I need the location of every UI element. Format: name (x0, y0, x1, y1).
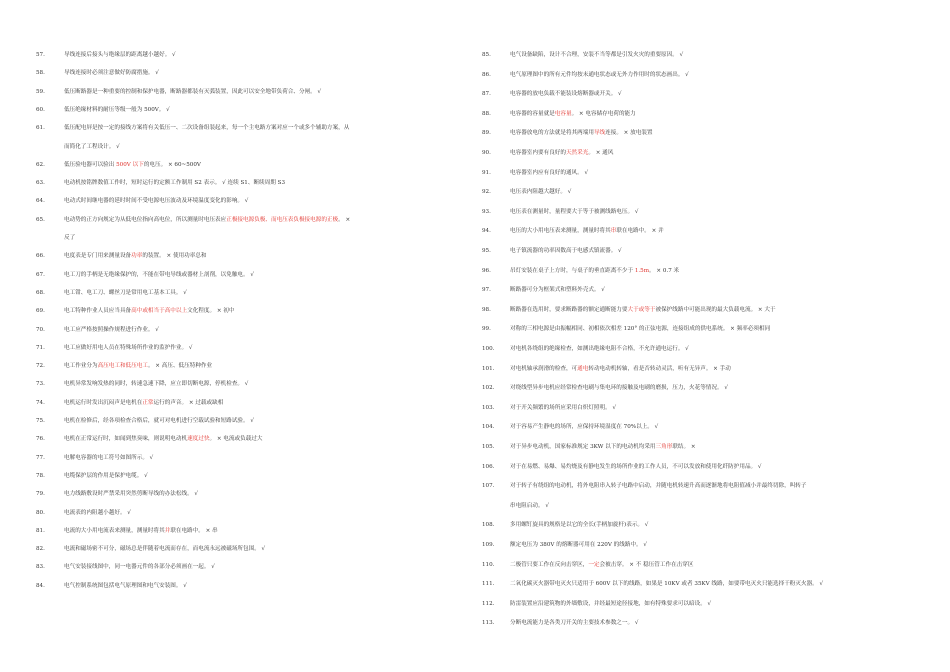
text-segment: 低压断路器是一种重要的控制和保护电器，断路器都装有灭弧装置，因此可以安全地带负荷合、分闸。 √ (64, 88, 322, 95)
text-segment: 电流和磁场密不可分，磁场总是伴随着电流而存在，而电流永远被磁场所包围。 √ (64, 546, 266, 553)
text-segment: 电动式时间继电器的延时时间不受电源电压波动及环境温度变化的影响。 √ (64, 198, 249, 205)
item-text (64, 70, 159, 77)
item-number: 79. (36, 491, 45, 498)
item-text (64, 528, 218, 535)
item-text (64, 290, 187, 297)
item-number: 99. (482, 326, 491, 333)
item-number: 98. (482, 306, 491, 313)
text-segment: 电机在正常运行时，如闻到焦臭味，则说明电动机 (64, 436, 188, 443)
text-segment: 电压表在测量时，量程要大于等于被测线路电压。 √ (510, 208, 639, 215)
item-text (510, 581, 823, 588)
item-number: 61. (36, 125, 45, 132)
text-segment: 二氧化碳灭火器带电灭火只适用于 600V 以下的线路，如果是 10KV 或者 35KV 线路，如要带电灭火只能选择干粉灭火器。 √ (510, 581, 824, 588)
item-text (64, 546, 265, 553)
item-text (64, 180, 285, 187)
item-number: 112. (482, 600, 495, 607)
item-number: 89. (482, 130, 491, 137)
text-segment: 电工作业分为 (64, 363, 98, 370)
item-number: 80. (36, 509, 45, 516)
item-number: 94. (482, 228, 491, 235)
item-number: 65. (36, 216, 45, 223)
text-segment: 电流的大小用电流表来测量，测量时将其 (64, 527, 165, 534)
text-segment: 低压配电屏是按一定的接线方案将有关低压一、二次设备组装起来，每一个主电路方案对应一个或多个辅助方案，从 (64, 125, 350, 132)
text-segment: 防雷装置应沿建筑物的外墙敷设，并经最短途径接地，如有特殊要求可以暗设。 √ (510, 600, 712, 607)
item-number: 74. (36, 399, 45, 406)
item-number: 75. (36, 418, 45, 424)
item-text (64, 436, 262, 443)
item-number: 105. (482, 444, 495, 450)
item-number: 83. (36, 564, 45, 571)
text-segment: 被保护线路中可能出现的最大负载电流。 × 大于 (655, 306, 776, 313)
highlighted-text: 一定 (588, 561, 600, 568)
text-segment: 分断电流能力是各类刀开关的主要技术参数之一。 √ (510, 620, 639, 627)
text-segment: 多用螺钉旋具的规格是以它的全长(手柄加旋杆)表示。 √ (510, 522, 649, 529)
highlighted-text: 电容量 (554, 110, 572, 117)
text-segment: 断路器在选用时，要求断路器的额定通断能力要 (510, 306, 628, 313)
text-segment: 电子镇流器的功率因数高于电感式镇流器。 √ (510, 248, 622, 254)
item-number: 104. (482, 424, 495, 431)
item-number: 86. (482, 71, 491, 78)
item-number: 70. (36, 326, 45, 333)
item-text (510, 366, 731, 373)
item-text (510, 405, 616, 412)
text-segment: 文化程度。 × 初中 (187, 308, 235, 315)
item-text (510, 287, 605, 294)
text-segment: 低压绝缘材料的耐压等级一般为 500V。 √ (64, 106, 170, 113)
item-text (64, 327, 159, 334)
text-segment: 电气控制系统图包括电气原理图和电气安装图。 √ (64, 582, 187, 589)
item-text (64, 381, 248, 388)
item-number: 111. (482, 581, 495, 588)
text-segment: 电工应严格按照操作规程进行作业。 √ (64, 326, 159, 333)
highlighted-text: 串 (610, 228, 617, 235)
item-number: 88. (482, 110, 491, 117)
item-number: 67. (36, 271, 45, 278)
text-segment: 对电机各绕组的绝缘检查，如测出绝缘电阻不合格，不允许通电运行。 √ (510, 346, 689, 352)
item-number: 84. (36, 582, 45, 589)
highlighted-text: 1.5m (634, 267, 650, 274)
item-text (510, 72, 689, 79)
item-text (64, 308, 235, 315)
text-segment: 电容器室内要有良好的 (510, 150, 566, 156)
item-text (64, 235, 75, 242)
item-text (510, 228, 664, 235)
text-segment: 吊灯安装在桌子上方时，与桌子的垂直距离不少于 (510, 267, 635, 274)
item-number: 85. (482, 52, 491, 58)
item-text (510, 346, 689, 353)
item-text (510, 248, 622, 255)
item-number: 78. (36, 472, 45, 479)
item-text (64, 510, 131, 517)
item-number: 62. (36, 161, 45, 168)
item-number: 72. (36, 363, 45, 370)
item-text (510, 483, 806, 490)
item-number: 100. (482, 346, 495, 352)
item-number: 64. (36, 198, 45, 205)
text-segment: 额定电压为 380V 的熔断器可用在 220V 的线路中。 √ (510, 542, 647, 548)
item-number: 73. (36, 381, 45, 388)
text-segment: 电缆保护层的作用是保护电缆。 √ (64, 472, 148, 479)
highlighted-text: 天然采光 (565, 150, 589, 156)
text-segment: 对于异步电动机，国家标准规定 3KW 以下的电动机均采用 (510, 444, 656, 450)
text-segment: 而简化了工程设计。 √ (64, 143, 120, 150)
item-number: 81. (36, 527, 45, 534)
text-segment: 电解电容器的电工符号如图所示。 √ (64, 454, 154, 461)
highlighted-text: 导线 (593, 130, 606, 137)
item-text (64, 363, 212, 370)
text-segment: 联在电路中。 × 并 (616, 228, 664, 235)
text-segment: 对于容易产生静电的场所，应保持环境湿度在 70%以上。 √ (510, 424, 659, 431)
text-segment: 。 × 电容储存电荷的能力 (571, 110, 636, 117)
text-segment: 电度表是专门用来测量设备 (64, 253, 132, 260)
item-text (510, 424, 658, 431)
text-segment: 导线连接后接头与绝缘层的距离越小越好。 √ (64, 52, 176, 58)
highlighted-text: 正常 (142, 399, 154, 406)
text-segment: 电动势的正方向规定为从低电位指向高电位，所以测量时电压表应 (64, 216, 227, 223)
text-segment: 电压表内阻越大越好。 √ (510, 189, 572, 196)
item-text (510, 601, 711, 608)
item-number: 96. (482, 267, 491, 274)
item-number: 76. (36, 436, 45, 443)
item-text (510, 620, 638, 627)
item-text (64, 455, 153, 462)
text-segment: 转动电动机转轴，看是否转动灵活，听有无异声。 × 手动 (588, 365, 731, 372)
item-number: 110. (482, 561, 495, 568)
highlighted-text: 正极接电源负极、而电压表负极接电源的正极 (226, 216, 339, 223)
item-text (64, 125, 349, 132)
text-segment: 。 × 通风 (588, 150, 614, 156)
item-number: 102. (482, 385, 495, 392)
item-number: 113. (482, 620, 495, 627)
text-segment: 对于转子有绕组的电动机，将外电阻串入转子电路中启动，并随电机转速升高而逐渐地将电阻值减小并最终切除，叫转子 (510, 483, 807, 490)
item-number: 63. (36, 180, 45, 187)
text-segment: 电容器放电的方法就是将其两端用 (510, 130, 594, 137)
item-text (510, 326, 770, 333)
item-text (510, 542, 647, 549)
item-number: 82. (36, 546, 45, 553)
text-segment: 电机在检修后，经各项检查合格后，就可对电机进行空载试验和短路试验。 √ (64, 418, 254, 424)
item-text (64, 198, 248, 205)
item-text (510, 189, 571, 196)
highlighted-text: 高压电工和低压电工 (97, 363, 148, 370)
text-segment: 的装置。 × 使用功率总和 (142, 253, 207, 260)
highlighted-text: 通电 (577, 365, 589, 372)
item-number: 103. (482, 404, 495, 411)
text-segment: 对于在易燃、易爆、易灼烧及有静电发生的场所作业的工作人员，不可以发放和使用化纤防护用品。 √ (510, 463, 762, 470)
item-text (64, 162, 201, 169)
item-number: 106. (482, 463, 495, 470)
text-segment: 。 × 高压、低压特种作业 (147, 363, 213, 370)
item-number: 91. (482, 169, 491, 176)
item-number: 93. (482, 208, 491, 215)
item-number: 101. (482, 365, 495, 372)
text-segment: 电气安装接线图中，同一电器元件的各部分必须画在一起。 √ (64, 564, 215, 571)
text-segment: 低压验电器可以验出 (64, 161, 117, 168)
text-segment: 对绕线型异步电机应经常检查电刷与集电环的接触及电刷的磨损，压力，火花等情况。 √ (510, 385, 728, 392)
item-text (510, 52, 683, 59)
text-segment: 电工应做好用电人员在特殊场所作业的监护作业。 √ (64, 344, 193, 351)
highlighted-text: 并 (164, 527, 171, 534)
text-segment: 电容器室内应有良好的通风。 √ (510, 169, 589, 176)
item-text (64, 253, 207, 260)
text-segment: 电压的大小用电压表来测量，测量时将其 (510, 228, 611, 235)
item-text (510, 130, 653, 137)
item-number: 69. (36, 308, 45, 315)
item-text (64, 144, 120, 151)
item-text (64, 52, 176, 59)
highlighted-text: 功率 (131, 253, 143, 260)
text-segment: 会被击穿。 × 不 稳压管工作在击穿区 (599, 561, 694, 568)
text-segment: 反了 (64, 235, 76, 241)
text-segment: 。 × (338, 216, 351, 223)
item-number: 87. (482, 91, 491, 98)
highlighted-text: 高中或相当于高中以上 (131, 308, 188, 315)
text-segment: 电机异常发响发热的同时，转速急速下降，应立即切断电源，停机检查。 √ (64, 381, 249, 388)
item-number: 97. (482, 287, 491, 294)
item-text (64, 491, 198, 498)
item-number: 77. (36, 454, 45, 461)
item-text (510, 170, 588, 177)
item-number: 71. (36, 344, 45, 351)
item-text (510, 307, 776, 314)
text-segment: 运行的声音。 × 过载或缺相 (153, 399, 224, 406)
item-text (510, 385, 728, 392)
item-number: 57. (36, 52, 45, 58)
item-number: 68. (36, 289, 45, 296)
item-number: 109. (482, 542, 495, 548)
item-text (64, 400, 223, 407)
item-number: 108. (482, 522, 495, 529)
item-text (64, 107, 170, 114)
highlighted-text: 三角形 (655, 444, 673, 450)
item-text (64, 272, 254, 279)
item-text (510, 268, 679, 275)
item-text (64, 217, 350, 224)
text-segment: 对称的三相电源是由振幅相同、初相依次相差 120° 的正弦电源，连接组成的供电系统。 × 频率必须相同 (510, 326, 771, 333)
text-segment: 电容器的放电负载不能装设熔断器或开关。 √ (510, 91, 622, 98)
text-segment: 。 × 0.7 米 (649, 267, 680, 274)
text-segment: 电容器的容量就是 (510, 110, 555, 117)
text-segment: 二极管只要工作在反向击穿区， (510, 561, 589, 568)
item-text (510, 209, 638, 216)
text-segment: 断路器可分为框架式和塑料外壳式。 √ (510, 287, 605, 294)
highlighted-text: 500V 以下 (116, 161, 144, 168)
item-text (510, 522, 648, 529)
text-segment: 串电阻启动。 √ (510, 502, 549, 509)
item-number: 92. (482, 189, 491, 196)
item-text (510, 562, 693, 569)
text-segment: 电动机按铭牌数值工作时，短时运行的定额工作制用 S2 表示。 √ 连续 S1、断续周期 S3 (64, 180, 286, 187)
text-segment: 电气原理图中的所有元件均按未通电状态或无外力作用时的状态画出。 √ (510, 71, 689, 78)
text-segment: 的电压。 × 60~500V (143, 161, 201, 168)
text-segment: 电工刀的手柄是无绝缘保护的，不能在带电导线或器材上剖削，以免触电。 √ (64, 271, 254, 278)
text-segment: 导线连接时必须注意做好防腐措施。 √ (64, 70, 159, 77)
text-segment: 联在电路中。 × 串 (170, 527, 218, 534)
text-segment: 电工特种作业人员应当具备 (64, 308, 132, 315)
text-segment: 电机运行时发出沉闷声是电机在 (64, 399, 143, 406)
text-segment: 电气设备缺陷，设计不合理，安装不当等都是引发火灾的重要原因。 √ (510, 52, 684, 58)
item-number: 60. (36, 106, 45, 113)
item-text (510, 91, 622, 98)
item-text (64, 583, 187, 590)
item-number: 59. (36, 88, 45, 95)
item-text (64, 473, 148, 480)
item-text (510, 111, 636, 118)
item-number: 95. (482, 248, 491, 254)
item-text (64, 564, 215, 571)
item-text (510, 444, 696, 451)
text-segment: 电工钳、电工刀、螺丝刀是常用电工基本工具。 √ (64, 289, 187, 296)
text-segment: 电力线路敷设时严禁采用突然剪断导线的办法松线。 √ (64, 491, 198, 498)
text-segment: 。 × 电流或负载过大 (209, 436, 263, 443)
text-segment: 连接。 × 放电装置 (605, 130, 653, 137)
text-segment: 联结。 × (672, 444, 696, 450)
item-text (510, 150, 613, 157)
text-segment: 对电机轴承润滑的检查，可 (510, 365, 578, 372)
item-number: 66. (36, 253, 45, 260)
text-segment: 对于开关频繁的场所应采用白炽灯照明。 √ (510, 404, 617, 411)
highlighted-text: 大于或等于 (627, 306, 656, 313)
text-segment: 电流表的内阻越小越好。 √ (64, 509, 131, 516)
item-number: 90. (482, 150, 491, 156)
item-text (510, 464, 761, 471)
item-text (64, 89, 321, 96)
item-number: 107. (482, 483, 495, 490)
item-text (64, 345, 192, 352)
item-text (64, 418, 254, 425)
item-text (510, 503, 549, 510)
item-number: 58. (36, 70, 45, 77)
highlighted-text: 速度过快 (187, 436, 210, 443)
